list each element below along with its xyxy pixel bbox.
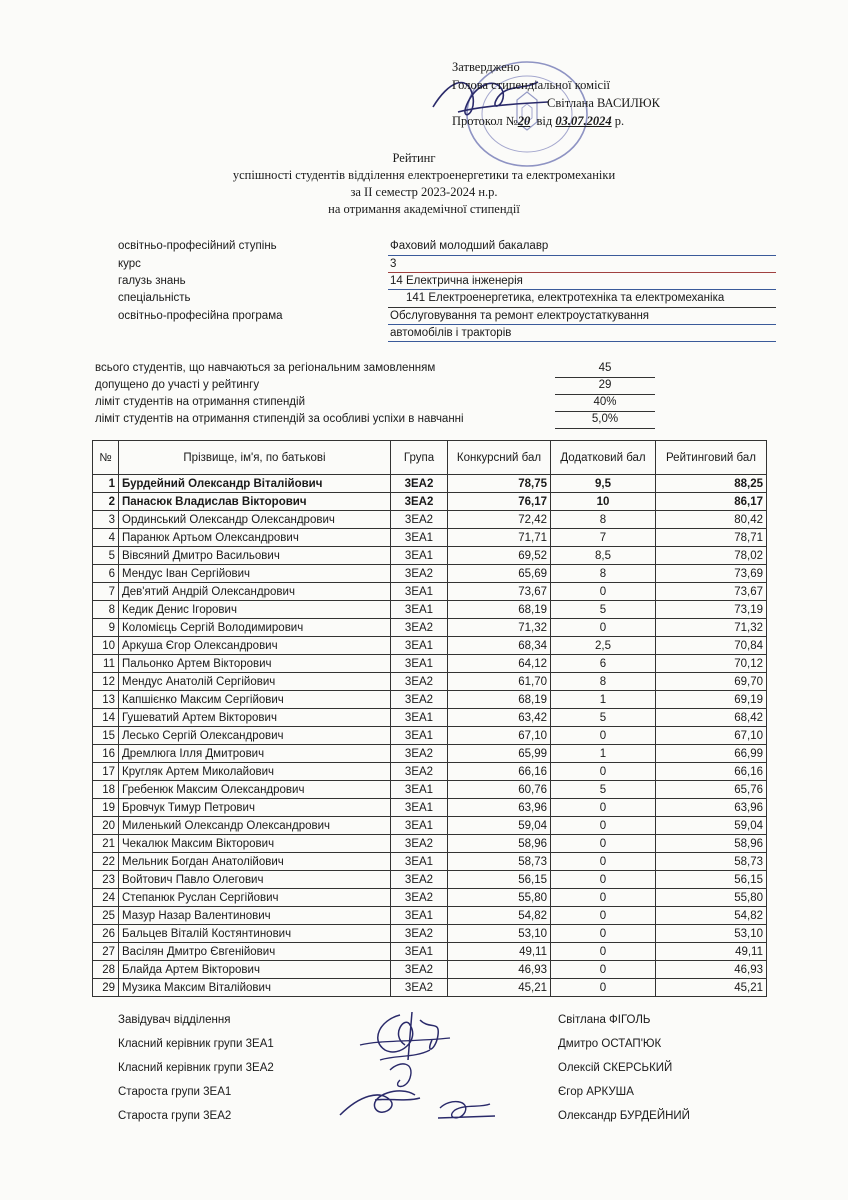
table-row — [93, 745, 767, 763]
approval-name: Світлана ВАСИЛЮК — [547, 96, 660, 110]
cell-additional-score: 5 — [551, 601, 656, 619]
cell-competitive-score: 71,32 — [448, 619, 551, 637]
cell-additional-score: 6 — [551, 655, 656, 673]
cell-group: 3ЕА1 — [391, 907, 448, 925]
cell-number: 19 — [93, 799, 119, 817]
cell-competitive-score: 49,11 — [448, 943, 551, 961]
cell-number: 8 — [93, 601, 119, 619]
cell-group: 3ЕА2 — [391, 889, 448, 907]
cell-additional-score: 0 — [551, 799, 656, 817]
cell-competitive-score: 63,42 — [448, 709, 551, 727]
cell-rating-score: 73,19 — [656, 601, 767, 619]
cell-group: 3ЕА1 — [391, 943, 448, 961]
cell-competitive-score: 65,69 — [448, 565, 551, 583]
cell-number: 1 — [93, 475, 119, 493]
table-row — [93, 727, 767, 745]
cell-rating-score: 71,32 — [656, 619, 767, 637]
date-suffix: р. — [614, 114, 625, 128]
cell-rating-score: 49,11 — [656, 943, 767, 961]
cell-additional-score: 8 — [551, 673, 656, 691]
stat-special-label: ліміт студентів на отримання стипендій за особливі успіхи в навчанні — [95, 413, 464, 425]
cell-number: 3 — [93, 511, 119, 529]
col-header-rating: Рейтинговий бал — [656, 441, 767, 475]
title-line-4: на отримання академічної стипендії — [328, 202, 520, 216]
cell-name: Паранюк Артьом Олександрович — [119, 529, 391, 547]
cell-additional-score: 0 — [551, 619, 656, 637]
underline — [555, 428, 655, 429]
info-value-specialty: 141 Електроенергетика, електротехніка та електромеханіка — [406, 292, 725, 304]
cell-number: 6 — [93, 565, 119, 583]
cell-name: Коломієць Сергій Володимирович — [119, 619, 391, 637]
table-body — [93, 475, 767, 997]
cell-rating-score: 58,73 — [656, 853, 767, 871]
cell-competitive-score: 58,96 — [448, 835, 551, 853]
cell-additional-score: 5 — [551, 781, 656, 799]
cell-name: Пальонко Артем Вікторович — [119, 655, 391, 673]
ranking-table — [92, 440, 767, 997]
table-row — [93, 763, 767, 781]
cell-rating-score: 68,42 — [656, 709, 767, 727]
cell-group: 3ЕА2 — [391, 763, 448, 781]
cell-number: 4 — [93, 529, 119, 547]
cell-name: Вівсяний Дмитро Васильович — [119, 547, 391, 565]
table-row — [93, 547, 767, 565]
cell-additional-score: 8,5 — [551, 547, 656, 565]
cell-group: 3ЕА1 — [391, 583, 448, 601]
cell-additional-score: 0 — [551, 871, 656, 889]
cell-name: Бровчук Тимур Петрович — [119, 799, 391, 817]
cell-additional-score: 0 — [551, 853, 656, 871]
cell-number: 21 — [93, 835, 119, 853]
cell-rating-score: 59,04 — [656, 817, 767, 835]
cell-group: 3ЕА2 — [391, 925, 448, 943]
underline — [388, 272, 776, 273]
cell-additional-score: 9,5 — [551, 475, 656, 493]
cell-competitive-score: 64,12 — [448, 655, 551, 673]
table-row — [93, 565, 767, 583]
info-value-program: Обслуговування та ремонт електроустаткування — [390, 310, 650, 322]
cell-name: Дремлюга Ілля Дмитрович — [119, 745, 391, 763]
cell-name: Панасюк Владислав Вікторович — [119, 493, 391, 511]
cell-name: Степанюк Руслан Сергійович — [119, 889, 391, 907]
info-label-program: освітньо-професійна програма — [118, 310, 283, 322]
table-row — [93, 907, 767, 925]
cell-group: 3ЕА2 — [391, 493, 448, 511]
cell-number: 10 — [93, 637, 119, 655]
info-value-field: 14 Електрична інженерія — [390, 275, 523, 287]
protocol-prefix: Протокол № — [452, 114, 518, 128]
stat-admitted-label: допущено до участі у рейтингу — [95, 379, 260, 391]
stat-limit-value: 40% — [593, 396, 617, 408]
cell-number: 24 — [93, 889, 119, 907]
cell-additional-score: 0 — [551, 961, 656, 979]
cell-rating-score: 88,25 — [656, 475, 767, 493]
cell-competitive-score: 69,52 — [448, 547, 551, 565]
cell-group: 3ЕА1 — [391, 655, 448, 673]
col-header-group: Група — [391, 441, 448, 475]
cell-additional-score: 0 — [551, 817, 656, 835]
cell-additional-score: 0 — [551, 763, 656, 781]
table-row — [93, 709, 767, 727]
cell-number: 14 — [93, 709, 119, 727]
cell-name: Блайда Артем Вікторович — [119, 961, 391, 979]
cell-name: Гребенюк Максим Олександрович — [119, 781, 391, 799]
cell-additional-score: 8 — [551, 511, 656, 529]
cell-rating-score: 78,02 — [656, 547, 767, 565]
cell-name: Капшієнко Максим Сергійович — [119, 691, 391, 709]
cell-name: Бальцев Віталій Костянтинович — [119, 925, 391, 943]
stat-total-value: 45 — [598, 362, 612, 374]
signature-name: Олексій СКЕРСЬКИЙ — [558, 1062, 673, 1074]
cell-rating-score: 70,84 — [656, 637, 767, 655]
cell-group: 3ЕА1 — [391, 637, 448, 655]
cell-competitive-score: 78,75 — [448, 475, 551, 493]
table-row — [93, 601, 767, 619]
cell-name: Музика Максим Віталійович — [119, 979, 391, 997]
cell-rating-score: 80,42 — [656, 511, 767, 529]
approval-block — [452, 58, 660, 130]
cell-number: 27 — [93, 943, 119, 961]
cell-number: 7 — [93, 583, 119, 601]
cell-number: 13 — [93, 691, 119, 709]
signature-name: Дмитро ОСТАП'ЮК — [558, 1038, 662, 1050]
cell-group: 3ЕА1 — [391, 853, 448, 871]
cell-number: 9 — [93, 619, 119, 637]
underline — [388, 289, 776, 290]
cell-rating-score: 73,69 — [656, 565, 767, 583]
cell-name: Войтович Павло Олегович — [119, 871, 391, 889]
cell-number: 16 — [93, 745, 119, 763]
cell-group: 3ЕА1 — [391, 709, 448, 727]
col-header-competitive: Конкурсний бал — [448, 441, 551, 475]
protocol-number: 20 — [517, 114, 531, 128]
info-value-program-line2: автомобілів і тракторів — [390, 327, 512, 339]
cell-group: 3ЕА2 — [391, 961, 448, 979]
cell-rating-score: 46,93 — [656, 961, 767, 979]
cell-group: 3ЕА2 — [391, 511, 448, 529]
cell-rating-score: 66,16 — [656, 763, 767, 781]
stat-total-label: всього студентів, що навчаються за регіональним замовленням — [95, 362, 436, 374]
table-row — [93, 511, 767, 529]
signature-role: Класний керівник групи 3ЕА2 — [118, 1062, 274, 1074]
cell-competitive-score: 67,10 — [448, 727, 551, 745]
title-line-2: успішності студентів відділення електроенергетики та електромеханіки — [232, 168, 616, 182]
underline — [555, 411, 655, 412]
table-row — [93, 961, 767, 979]
cell-number: 12 — [93, 673, 119, 691]
cell-competitive-score: 56,15 — [448, 871, 551, 889]
table-row — [93, 979, 767, 997]
cell-rating-score: 53,10 — [656, 925, 767, 943]
cell-rating-score: 69,19 — [656, 691, 767, 709]
cell-name: Кедик Денис Ігорович — [119, 601, 391, 619]
cell-competitive-score: 45,21 — [448, 979, 551, 997]
table-row — [93, 871, 767, 889]
cell-name: Мендус Іван Сергійович — [119, 565, 391, 583]
cell-competitive-score: 54,82 — [448, 907, 551, 925]
cell-number: 17 — [93, 763, 119, 781]
cell-number: 5 — [93, 547, 119, 565]
cell-group: 3ЕА1 — [391, 781, 448, 799]
table-row — [93, 619, 767, 637]
cell-number: 26 — [93, 925, 119, 943]
cell-competitive-score: 61,70 — [448, 673, 551, 691]
table-row — [93, 799, 767, 817]
cell-competitive-score: 68,34 — [448, 637, 551, 655]
cell-rating-score: 58,96 — [656, 835, 767, 853]
cell-additional-score: 8 — [551, 565, 656, 583]
underline — [388, 341, 776, 342]
cell-competitive-score: 59,04 — [448, 817, 551, 835]
cell-rating-score: 69,70 — [656, 673, 767, 691]
info-value-degree: Фаховий молодший бакалавр — [390, 240, 549, 252]
table-row — [93, 835, 767, 853]
cell-additional-score: 10 — [551, 493, 656, 511]
stat-special-value: 5,0% — [591, 413, 619, 425]
cell-number: 18 — [93, 781, 119, 799]
cell-competitive-score: 55,80 — [448, 889, 551, 907]
cell-number: 15 — [93, 727, 119, 745]
cell-name: Мендус Анатолій Сергійович — [119, 673, 391, 691]
signature-name: Олександр БУРДЕЙНИЙ — [558, 1110, 690, 1122]
cell-number: 23 — [93, 871, 119, 889]
cell-rating-score: 66,99 — [656, 745, 767, 763]
cell-competitive-score: 68,19 — [448, 601, 551, 619]
cell-number: 2 — [93, 493, 119, 511]
cell-competitive-score: 60,76 — [448, 781, 551, 799]
cell-number: 11 — [93, 655, 119, 673]
cell-rating-score: 55,80 — [656, 889, 767, 907]
cell-number: 25 — [93, 907, 119, 925]
cell-name: Кругляк Артем Миколайович — [119, 763, 391, 781]
cell-additional-score: 0 — [551, 583, 656, 601]
cell-rating-score: 45,21 — [656, 979, 767, 997]
signature-name: Світлана ФІГОЛЬ — [558, 1014, 651, 1026]
cell-competitive-score: 72,42 — [448, 511, 551, 529]
cell-rating-score: 56,15 — [656, 871, 767, 889]
signature-role: Завідувач відділення — [118, 1014, 231, 1026]
cell-competitive-score: 73,67 — [448, 583, 551, 601]
cell-group: 3ЕА1 — [391, 799, 448, 817]
protocol-date: 03.07.2024 — [555, 114, 612, 128]
table-row — [93, 691, 767, 709]
cell-name: Дев'ятий Андрій Олександрович — [119, 583, 391, 601]
info-label-course: курс — [118, 258, 141, 270]
cell-additional-score: 2,5 — [551, 637, 656, 655]
cell-group: 3ЕА2 — [391, 871, 448, 889]
info-value-course: 3 — [390, 258, 397, 270]
cell-competitive-score: 65,99 — [448, 745, 551, 763]
title-line-1: Рейтинг — [392, 151, 436, 165]
cell-additional-score: 0 — [551, 907, 656, 925]
signature-role: Староста групи 3ЕА2 — [118, 1110, 232, 1122]
cell-rating-score: 54,82 — [656, 907, 767, 925]
cell-additional-score: 0 — [551, 889, 656, 907]
approval-protocol — [452, 112, 660, 130]
table-row — [93, 493, 767, 511]
table-row — [93, 637, 767, 655]
table-row — [93, 889, 767, 907]
cell-name: Мельник Богдан Анатолійович — [119, 853, 391, 871]
cell-additional-score: 0 — [551, 979, 656, 997]
cell-competitive-score: 63,96 — [448, 799, 551, 817]
cell-rating-score: 78,71 — [656, 529, 767, 547]
cell-competitive-score: 71,71 — [448, 529, 551, 547]
title-line-3: за ІІ семестр 2023-2024 н.р. — [350, 185, 498, 199]
cell-competitive-score: 46,93 — [448, 961, 551, 979]
cell-additional-score: 7 — [551, 529, 656, 547]
cell-group: 3ЕА1 — [391, 817, 448, 835]
cell-competitive-score: 76,17 — [448, 493, 551, 511]
cell-number: 20 — [93, 817, 119, 835]
cell-number: 28 — [93, 961, 119, 979]
cell-competitive-score: 66,16 — [448, 763, 551, 781]
cell-name: Аркуша Єгор Олександрович — [119, 637, 391, 655]
signature-name: Єгор АРКУША — [558, 1086, 634, 1098]
table-header-row — [93, 441, 767, 475]
cell-rating-score: 65,76 — [656, 781, 767, 799]
cell-name: Чекалюк Максим Вікторович — [119, 835, 391, 853]
table-row — [93, 853, 767, 871]
cell-group: 3ЕА2 — [391, 673, 448, 691]
cell-competitive-score: 53,10 — [448, 925, 551, 943]
cell-rating-score: 70,12 — [656, 655, 767, 673]
date-prefix: від — [536, 114, 553, 128]
table-row — [93, 475, 767, 493]
cell-group: 3ЕА2 — [391, 565, 448, 583]
cell-group: 3ЕА1 — [391, 601, 448, 619]
info-label-degree: освітньо-професійний ступінь — [118, 240, 277, 252]
signature-role: Класний керівник групи 3ЕА1 — [118, 1038, 274, 1050]
table-row — [93, 655, 767, 673]
handwritten-signatures — [320, 1000, 520, 1130]
cell-rating-score: 63,96 — [656, 799, 767, 817]
cell-additional-score: 0 — [551, 727, 656, 745]
signature-role: Староста групи 3ЕА1 — [118, 1086, 232, 1098]
cell-number: 22 — [93, 853, 119, 871]
table-row — [93, 673, 767, 691]
info-label-field: галузь знань — [118, 275, 186, 287]
cell-name: Мазур Назар Валентинович — [119, 907, 391, 925]
cell-name: Васілян Дмитро Євгенійович — [119, 943, 391, 961]
cell-competitive-score: 58,73 — [448, 853, 551, 871]
underline — [388, 307, 776, 308]
cell-rating-score: 67,10 — [656, 727, 767, 745]
cell-group: 3ЕА1 — [391, 547, 448, 565]
cell-number: 29 — [93, 979, 119, 997]
cell-name: Бурдейний Олександр Віталійович — [119, 475, 391, 493]
approval-word: Затверджено — [452, 60, 520, 74]
cell-name: Лесько Сергій Олександрович — [119, 727, 391, 745]
cell-competitive-score: 68,19 — [448, 691, 551, 709]
cell-name: Ординський Олександр Олександрович — [119, 511, 391, 529]
col-header-name: Прізвище, ім'я, по батькові — [119, 441, 391, 475]
table-row — [93, 817, 767, 835]
cell-additional-score: 5 — [551, 709, 656, 727]
col-header-additional: Додатковий бал — [551, 441, 656, 475]
table-row — [93, 943, 767, 961]
table-row — [93, 925, 767, 943]
approval-position: Голова стипендіальної комісії — [452, 78, 611, 92]
cell-group: 3ЕА2 — [391, 979, 448, 997]
cell-group: 3ЕА2 — [391, 835, 448, 853]
cell-additional-score: 0 — [551, 835, 656, 853]
cell-additional-score: 0 — [551, 943, 656, 961]
cell-group: 3ЕА2 — [391, 691, 448, 709]
underline — [388, 324, 776, 325]
cell-group: 3ЕА2 — [391, 619, 448, 637]
table-row — [93, 529, 767, 547]
document-title — [0, 150, 848, 218]
cell-group: 3ЕА2 — [391, 475, 448, 493]
cell-name: Гушеватий Артем Вікторович — [119, 709, 391, 727]
cell-additional-score: 1 — [551, 745, 656, 763]
cell-rating-score: 86,17 — [656, 493, 767, 511]
col-header-number: № — [93, 441, 119, 475]
stat-limit-label: ліміт студентів на отримання стипендій — [95, 396, 305, 408]
cell-rating-score: 73,67 — [656, 583, 767, 601]
cell-additional-score: 1 — [551, 691, 656, 709]
cell-name: Миленький Олександр Олександрович — [119, 817, 391, 835]
underline — [555, 394, 655, 395]
underline — [555, 377, 655, 378]
table-row — [93, 781, 767, 799]
cell-group: 3ЕА1 — [391, 529, 448, 547]
table-row — [93, 583, 767, 601]
underline — [388, 255, 776, 256]
info-label-specialty: спеціальність — [118, 292, 191, 304]
cell-group: 3ЕА2 — [391, 745, 448, 763]
cell-group: 3ЕА1 — [391, 727, 448, 745]
stat-admitted-value: 29 — [598, 379, 612, 391]
cell-additional-score: 0 — [551, 925, 656, 943]
